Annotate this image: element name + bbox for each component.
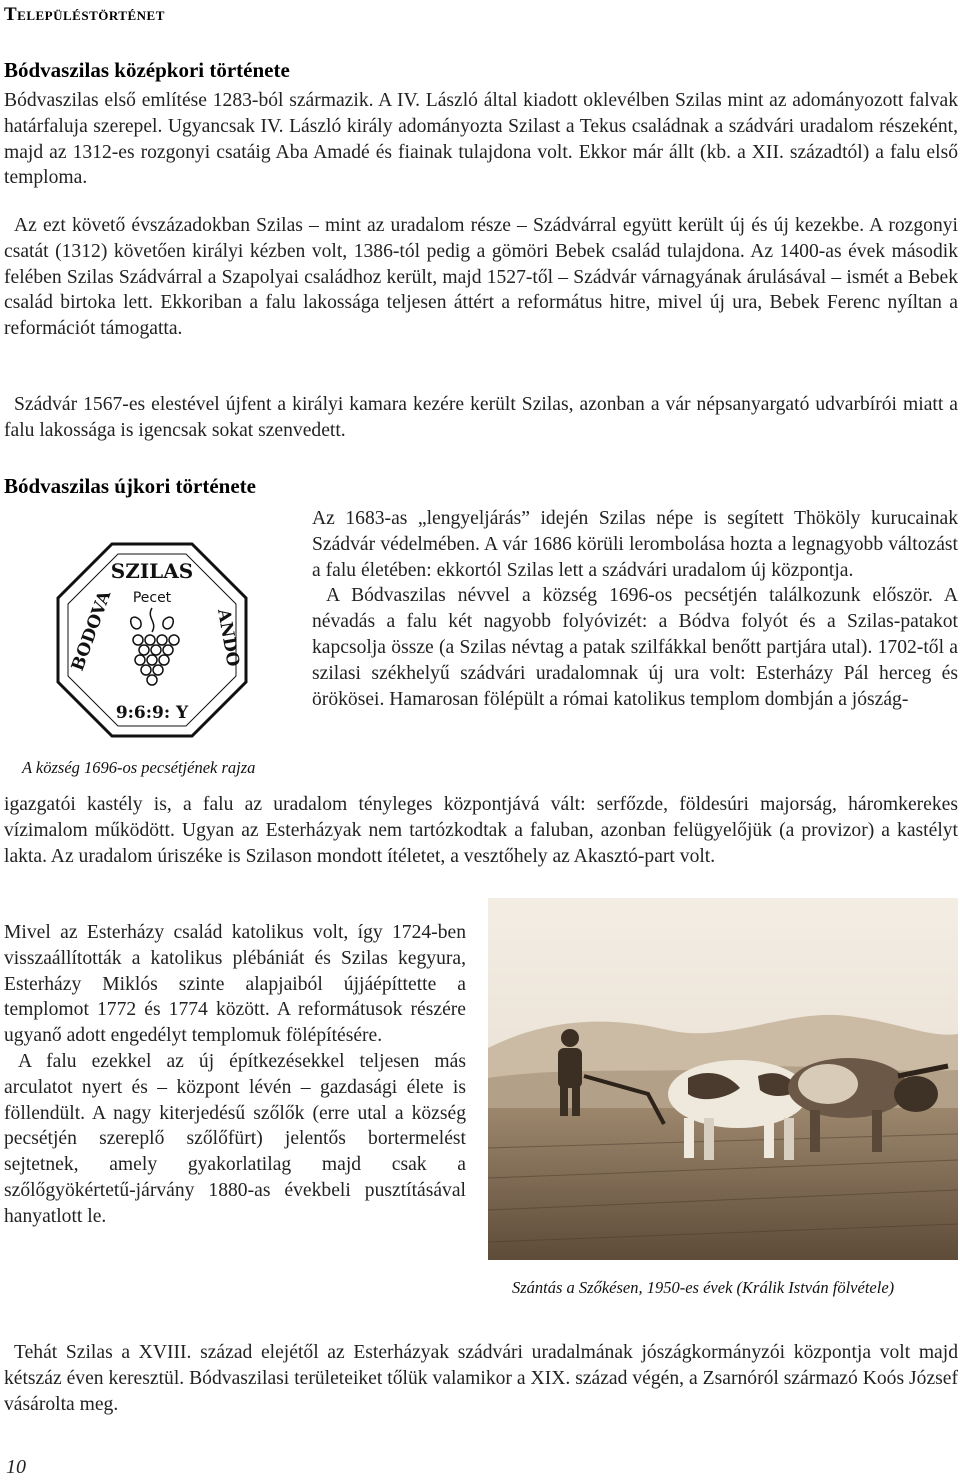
paragraph-text: Bódvaszilas első említése 1283-ból származik. A IV. László által kiadott oklevélben Szilas mint az adományozott falvak határfaluja szerepel. Ugyancsak IV. László király adományozta Szilast a Tekus családnak a szádvári uradalom részeként, majd az 1312-es rozgonyi csatáig Aba Amadé és fiainak tulajdona volt. Ekkor már állt (kb. a XII. századtól) a falu első temploma. xyxy=(4,90,958,189)
seal-caption: A község 1696-os pecsétjének rajza xyxy=(22,758,256,777)
modern-left-column xyxy=(4,920,466,1230)
paragraph-modern-full: igazgatói kastély is, a falu az uradalom tényleges központjává vált: serfőzde, földesúri majorság, háromkerekes vízimalom működött. Ugyan az Esterházyak nem tartózkodtak a faluban, azonban felügyelőjük (a provizor) a kastélyt lakta. Az uradalom úriszéke is Szilason mondott ítéletet, a vesztőhely az Akasztó-part volt. xyxy=(4,794,958,867)
paragraph-modern-left-1: Mivel az Esterházy család katolikus volt, így 1724-ben visszaállították a katolikus plébániát és Szilas kegyura, Esterházy Miklós szinte alapjaiból újjáépíttette a templomot 1772 és 1774 között. A reformátusok részére ugyanő adott engedélyt templomuk fölépítésére. xyxy=(4,922,466,1047)
document-page xyxy=(4,0,958,1482)
village-seal-drawing xyxy=(54,540,250,740)
paragraph-medieval-3: Szádvár 1567-es elestével újfent a királyi kamara kezére került Szilas, azonban a vár népsanyargató udvarbírói miatt a falu lakossága is igencsak sokat szenvedett. xyxy=(4,394,958,441)
paragraph-medieval-2: Az ezt követő évszázadokban Szilas – mint az uradalom része – Szádvárral együtt került új és új kezekbe. A rozgonyi csatát (1312) követően királyi kézben volt, 1386-tól pedig a gömöri Bebek család tulajdona. Az 1400-as évek második felében Szilas Szádvárral a Szapolyai családhoz került, majd 1527-től – Szádvár várnagyának árulásával – ismét a Bebek család birtoka lett. Ekkoriban a falu lakossága teljesen áttért a református hitre, mivel új ura, Bebek Ferenc nyíltan a reformációt támogatta. xyxy=(4,215,958,340)
seal-left-text: BODOVA xyxy=(67,588,116,674)
section-title-modern: Bódvaszilas újkori története xyxy=(4,474,256,498)
paragraph-modern-2: A Bódvaszilas névvel a község 1696-os pecsétjén találkozunk először. A névadás a falu két nagyobb folyóvizét: a Bódva folyót és a Szilas-patakot kapcsolja össze (a Szilas névtag a patak szilfákkal benőtt partjára utal). 1702-től a szilasi székhelyű szádvári uradalomnak új ura volt: Esterházy Pál herceg és örökösei. Hamarosan fölépült a római katolikus templom dombján a jószág- xyxy=(312,585,958,710)
seal-bottom-text: 9:6:9: Y xyxy=(115,703,189,723)
seal-inner-text: Pecet xyxy=(132,590,172,606)
page-header: Településtörténet xyxy=(4,4,165,25)
modern-right-column xyxy=(312,506,958,712)
paragraph-medieval-1 xyxy=(4,88,958,191)
seal-top-text: SZILAS xyxy=(110,559,194,583)
ploughing-photo xyxy=(488,898,958,1260)
paragraph-modern-1: Az 1683-as „lengyeljárás” idején Szilas népe is segített Thököly kurucainak Szádvár védelmében. A vár 1686 körüli lerombolása hozta a legnagyobb változást a falu életében: ekkortól Szilas lett a szádvári uradalom új központja. xyxy=(312,508,958,581)
seal-right-text: ANDO xyxy=(213,607,243,669)
ploughing-photo-drawing xyxy=(488,898,958,1260)
photo-caption: Szántás a Szőkésen, 1950-es évek (Králik István fölvétele) xyxy=(512,1278,895,1297)
paragraph-final: Tehát Szilas a XVIII. század elejétől az Esterházyak szádvári uradalmának jószágkormányzói központja volt majd kétszáz éven keresztül. Bódvaszilasi területeiket tőlük valamikor a XIX. század végén, a Zsarnóról származó Koós József vásárolta meg. xyxy=(4,1342,958,1415)
section-title-medieval: Bódvaszilas középkori története xyxy=(4,58,290,82)
page-number: 10 xyxy=(6,1456,26,1478)
paragraph-modern-left-2: A falu ezekkel az új építkezésekkel teljesen más arculatot nyert és – központ lévén – gazdasági élete is föllendült. A nagy kiterjedésű szőlők (erre utal a község pecsétjén szereplő szőlőfürt) jelentős bortermelést sejtetnek, amely gyakorlatilag majd csak a szőlőgyökértetű-járvány 1880-as évekbeli pusztításával hanyatlott le. xyxy=(4,1050,466,1227)
